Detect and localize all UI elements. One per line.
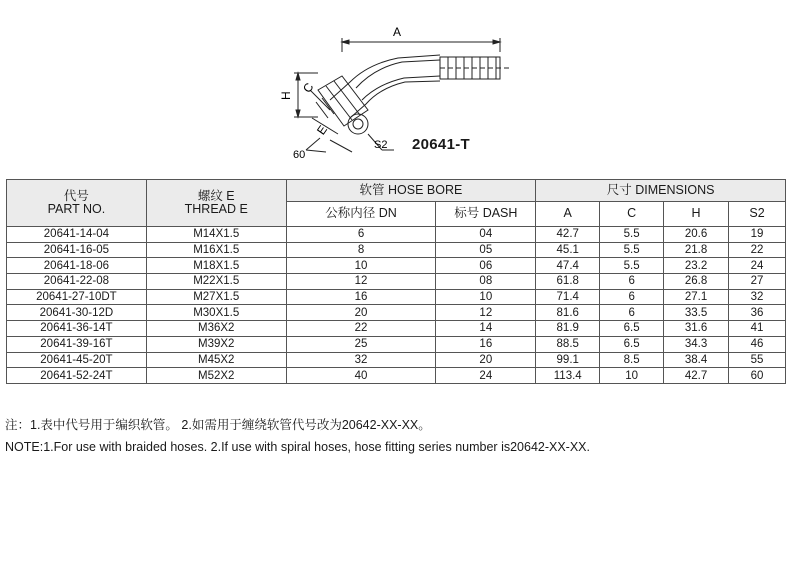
table-row <box>7 227 786 243</box>
dim-label-a: A <box>393 25 402 39</box>
cell-c: 6 <box>600 274 664 290</box>
header-h: H <box>664 202 729 227</box>
cell-s2: 27 <box>729 274 786 290</box>
cell-thread: M39X2 <box>146 336 286 352</box>
cell-dn: 40 <box>286 368 436 384</box>
table-row <box>7 242 786 258</box>
cell-dash: 24 <box>436 368 536 384</box>
cell-thread: M52X2 <box>146 368 286 384</box>
header-dn: 公称内径 DN <box>286 202 436 227</box>
cell-c: 5.5 <box>600 258 664 274</box>
cell-dn: 16 <box>286 289 436 305</box>
note-en: NOTE:1.For use with braided hoses. 2.If use with spiral hoses, hose fitting series number is20642-XX-XX. <box>5 440 590 454</box>
cell-h: 21.8 <box>664 242 729 258</box>
cell-h: 27.1 <box>664 289 729 305</box>
cell-h: 34.3 <box>664 336 729 352</box>
cell-s2: 46 <box>729 336 786 352</box>
cell-c: 6 <box>600 305 664 321</box>
cell-c: 10 <box>600 368 664 384</box>
header-hose-bore: 软管 HOSE BORE <box>286 180 536 202</box>
cell-a: 99.1 <box>536 352 600 368</box>
notes <box>5 414 590 458</box>
header-dimensions: 尺寸 DIMENSIONS <box>536 180 786 202</box>
cell-s2: 36 <box>729 305 786 321</box>
header-thread-en: THREAD E <box>184 202 248 216</box>
fitting-drawing <box>270 18 540 168</box>
header-dash: 标号 DASH <box>436 202 536 227</box>
spec-table-body <box>7 227 786 384</box>
dim-label-c: C <box>299 80 317 96</box>
cell-dn: 8 <box>286 242 436 258</box>
cell-c: 5.5 <box>600 242 664 258</box>
cell-part-no: 20641-16-05 <box>7 242 147 258</box>
cell-a: 45.1 <box>536 242 600 258</box>
cell-thread: M14X1.5 <box>146 227 286 243</box>
cell-thread: M30X1.5 <box>146 305 286 321</box>
dim-label-e: E <box>313 122 331 138</box>
cell-h: 42.7 <box>664 368 729 384</box>
cell-dash: 14 <box>436 321 536 337</box>
cell-dn: 32 <box>286 352 436 368</box>
cell-c: 6.5 <box>600 336 664 352</box>
table-row <box>7 321 786 337</box>
cell-dn: 10 <box>286 258 436 274</box>
cell-s2: 19 <box>729 227 786 243</box>
header-part-no-en: PART NO. <box>47 202 106 216</box>
cell-h: 23.2 <box>664 258 729 274</box>
header-thread <box>146 180 286 227</box>
cell-s2: 60 <box>729 368 786 384</box>
cell-thread: M22X1.5 <box>146 274 286 290</box>
header-a: A <box>536 202 600 227</box>
cell-c: 6 <box>600 289 664 305</box>
header-c: C <box>600 202 664 227</box>
cell-a: 113.4 <box>536 368 600 384</box>
dim-label-h: H <box>279 91 293 100</box>
header-s2: S2 <box>729 202 786 227</box>
angle-label: 60 <box>293 149 306 161</box>
cell-thread: M27X1.5 <box>146 289 286 305</box>
cell-s2: 32 <box>729 289 786 305</box>
cell-h: 20.6 <box>664 227 729 243</box>
model-number: 20641-T <box>412 136 470 153</box>
cell-c: 6.5 <box>600 321 664 337</box>
cell-dn: 6 <box>286 227 436 243</box>
cell-s2: 55 <box>729 352 786 368</box>
cell-s2: 41 <box>729 321 786 337</box>
header-part-no <box>7 180 147 227</box>
cell-h: 33.5 <box>664 305 729 321</box>
cell-thread: M18X1.5 <box>146 258 286 274</box>
cell-part-no: 20641-22-08 <box>7 274 147 290</box>
cell-a: 47.4 <box>536 258 600 274</box>
table-row <box>7 305 786 321</box>
cell-dash: 20 <box>436 352 536 368</box>
table-row <box>7 336 786 352</box>
spec-table <box>6 179 786 384</box>
cell-s2: 24 <box>729 258 786 274</box>
table-row <box>7 274 786 290</box>
cell-part-no: 20641-36-14T <box>7 321 147 337</box>
note-cn: 注：1.表中代号用于编织软管。 2.如需用于缠绕软管代号改为20642-XX-XX。 <box>5 418 431 432</box>
cell-a: 88.5 <box>536 336 600 352</box>
cell-part-no: 20641-52-24T <box>7 368 147 384</box>
table-row <box>7 352 786 368</box>
header-part-no-cn: 代号 <box>63 188 89 203</box>
table-row <box>7 368 786 384</box>
cell-thread: M16X1.5 <box>146 242 286 258</box>
cell-dn: 25 <box>286 336 436 352</box>
cell-dash: 06 <box>436 258 536 274</box>
cell-dash: 10 <box>436 289 536 305</box>
cell-dash: 04 <box>436 227 536 243</box>
cell-dn: 12 <box>286 274 436 290</box>
cell-part-no: 20641-27-10DT <box>7 289 147 305</box>
cell-part-no: 20641-14-04 <box>7 227 147 243</box>
cell-dash: 08 <box>436 274 536 290</box>
cell-dn: 22 <box>286 321 436 337</box>
cell-a: 81.9 <box>536 321 600 337</box>
header-thread-cn: 螺纹 E <box>197 188 235 203</box>
cell-a: 42.7 <box>536 227 600 243</box>
cell-h: 31.6 <box>664 321 729 337</box>
dim-label-s2: S2 <box>374 139 388 151</box>
cell-dn: 20 <box>286 305 436 321</box>
cell-dash: 05 <box>436 242 536 258</box>
table-row <box>7 258 786 274</box>
cell-part-no: 20641-30-12D <box>7 305 147 321</box>
cell-s2: 22 <box>729 242 786 258</box>
cell-h: 26.8 <box>664 274 729 290</box>
cell-part-no: 20641-45-20T <box>7 352 147 368</box>
cell-c: 5.5 <box>600 227 664 243</box>
cell-dash: 16 <box>436 336 536 352</box>
cell-h: 38.4 <box>664 352 729 368</box>
cell-thread: M36X2 <box>146 321 286 337</box>
cell-part-no: 20641-39-16T <box>7 336 147 352</box>
cell-thread: M45X2 <box>146 352 286 368</box>
cell-c: 8.5 <box>600 352 664 368</box>
table-row <box>7 289 786 305</box>
cell-dash: 12 <box>436 305 536 321</box>
cell-a: 71.4 <box>536 289 600 305</box>
cell-part-no: 20641-18-06 <box>7 258 147 274</box>
cell-a: 81.6 <box>536 305 600 321</box>
cell-a: 61.8 <box>536 274 600 290</box>
